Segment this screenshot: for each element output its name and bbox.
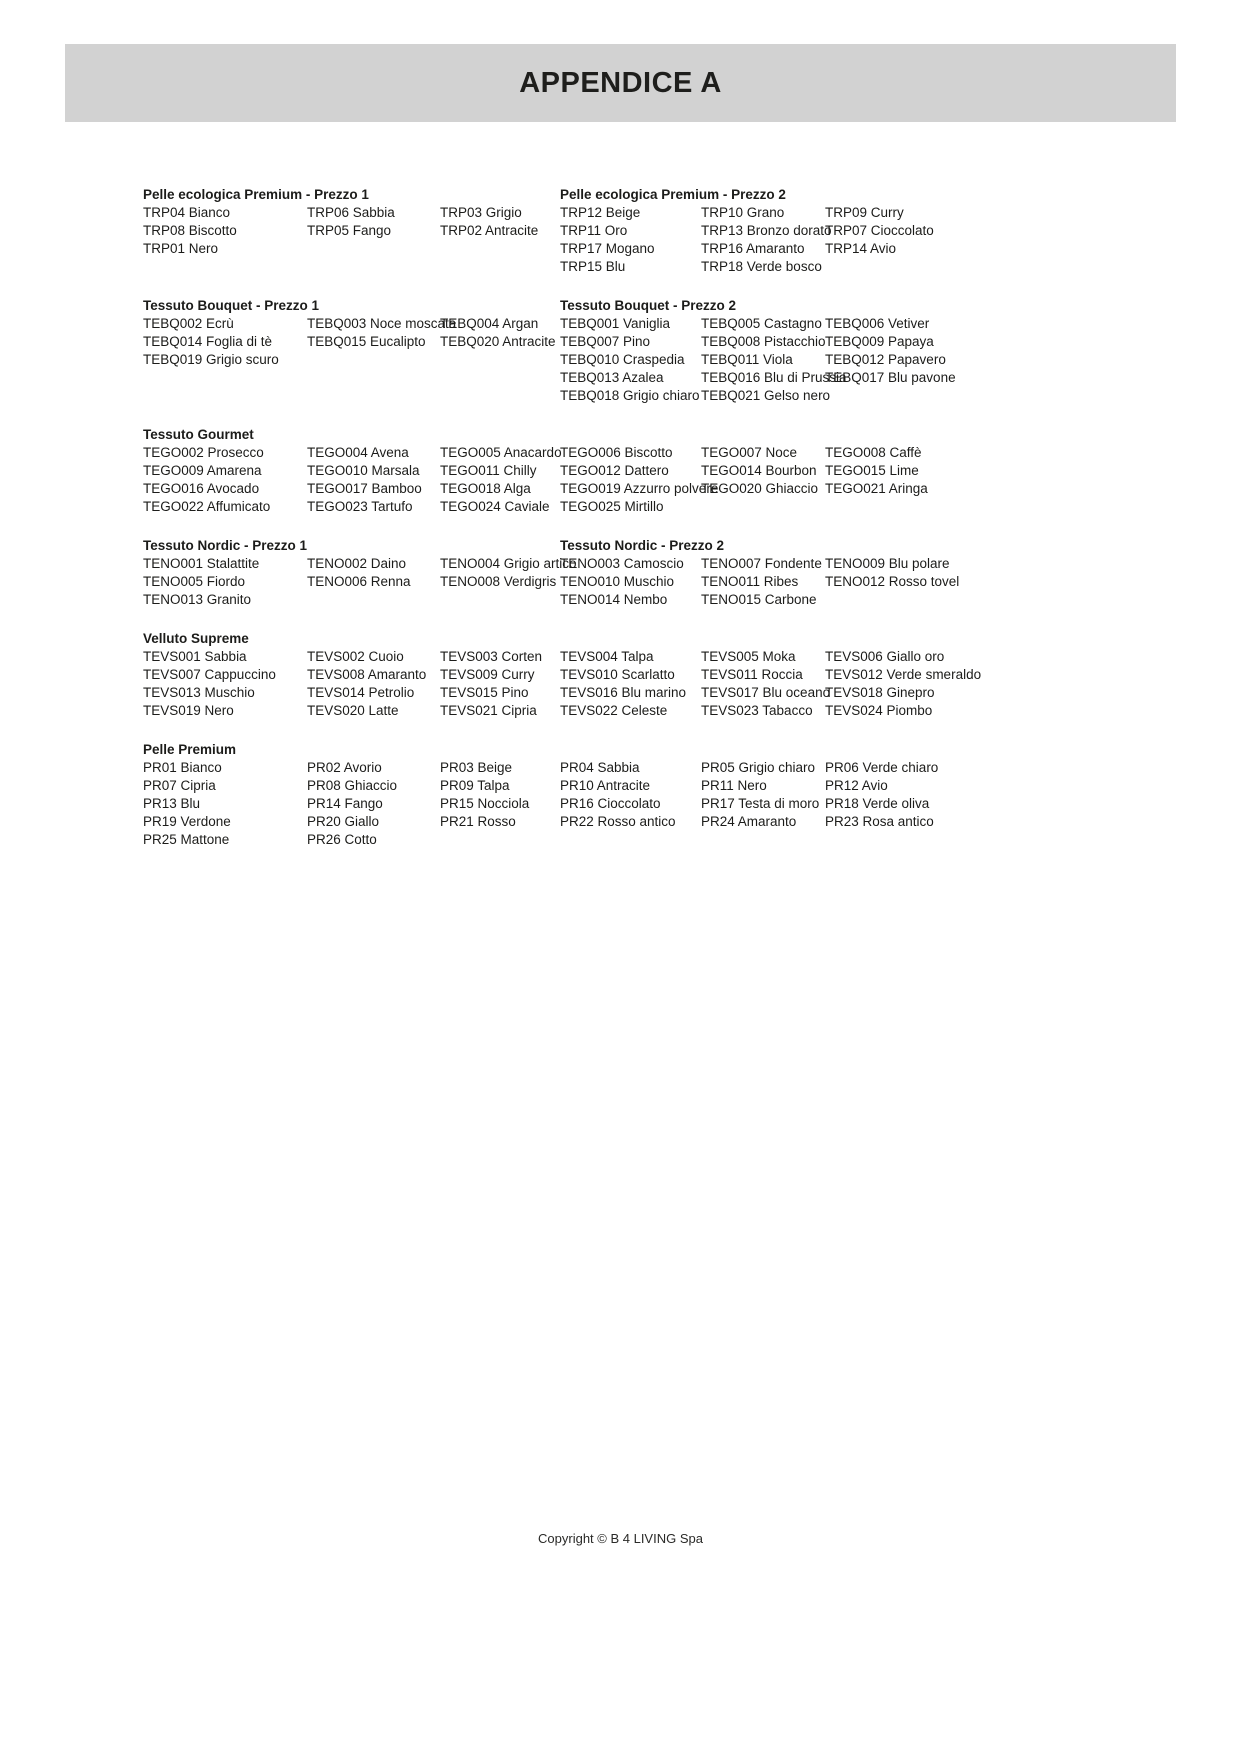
section-title: Tessuto Gourmet (143, 427, 254, 442)
color-item: TRP05 Fango (307, 223, 392, 238)
color-item: PR04 Sabbia (560, 760, 640, 775)
color-item: TEGO009 Amarena (143, 463, 262, 478)
section (560, 537, 1178, 609)
color-item: TENO006 Renna (307, 574, 411, 589)
page-title: APPENDICE A (519, 66, 722, 99)
color-item: TEVS011 Roccia (701, 667, 803, 682)
color-item: TENO009 Blu polare (825, 556, 950, 571)
color-item: TENO004 Grigio artico (440, 556, 577, 571)
color-item: TEBQ013 Azalea (560, 370, 664, 385)
color-item: TRP15 Blu (560, 259, 626, 274)
section-band (143, 537, 1178, 609)
color-item: TEGO010 Marsala (307, 463, 420, 478)
color-item: TENO015 Carbone (701, 592, 817, 607)
color-item: TRP04 Bianco (143, 205, 231, 220)
section-band (143, 297, 1178, 405)
color-item: PR17 Testa di moro (701, 796, 820, 811)
color-item: TEBQ017 Blu pavone (825, 370, 956, 385)
section (143, 297, 560, 405)
color-grid (560, 555, 1178, 609)
color-item: TRP14 Avio (825, 241, 897, 256)
color-grid (143, 444, 1178, 516)
color-item: TRP18 Verde bosco (701, 259, 822, 274)
color-item: TEGO017 Bamboo (307, 481, 422, 496)
color-item: PR13 Blu (143, 796, 201, 811)
section-title: Tessuto Bouquet - Prezzo 1 (143, 298, 320, 313)
color-item: TEVS001 Sabbia (143, 649, 247, 664)
color-item: TEGO022 Affumicato (143, 499, 271, 514)
color-item: TRP17 Mogano (560, 241, 655, 256)
color-grid (143, 759, 1178, 849)
color-item: PR03 Beige (440, 760, 513, 775)
color-item: TEBQ020 Antracite (440, 334, 556, 349)
color-item: TRP10 Grano (701, 205, 785, 220)
color-item: PR05 Grigio chiaro (701, 760, 816, 775)
color-item: TEVS024 Piombo (825, 703, 933, 718)
color-item: PR09 Talpa (440, 778, 510, 793)
section-band (143, 186, 1178, 276)
color-item: TEGO007 Noce (701, 445, 798, 460)
section-title: Tessuto Bouquet - Prezzo 2 (560, 298, 737, 313)
color-item: TRP12 Beige (560, 205, 641, 220)
color-item: TEBQ002 Ecrù (143, 316, 234, 331)
color-item: TEGO005 Anacardo (440, 445, 562, 460)
color-item: TEVS018 Ginepro (825, 685, 935, 700)
color-item: TEGO024 Caviale (440, 499, 550, 514)
color-grid (143, 648, 1178, 720)
color-item: TENO013 Granito (143, 592, 252, 607)
color-item: TEBQ021 Gelso nero (701, 388, 831, 403)
color-item: TEVS003 Corten (440, 649, 543, 664)
color-item: TEGO011 Chilly (440, 463, 537, 478)
color-item: TEVS022 Celeste (560, 703, 668, 718)
color-item: TRP07 Cioccolato (825, 223, 934, 238)
color-grid (143, 315, 560, 369)
section-title: Pelle ecologica Premium - Prezzo 1 (143, 187, 369, 202)
color-item: TEBQ011 Viola (701, 352, 793, 367)
color-item: TENO010 Muschio (560, 574, 675, 589)
appendix-header-band (65, 44, 1176, 122)
color-item: TEVS017 Blu oceano (701, 685, 831, 700)
color-item: TEBQ004 Argan (440, 316, 539, 331)
color-item: TENO003 Camoscio (560, 556, 684, 571)
color-item: TEGO016 Avocado (143, 481, 260, 496)
color-item: TEVS023 Tabacco (701, 703, 813, 718)
color-item: PR21 Rosso (440, 814, 516, 829)
color-item: TEVS009 Curry (440, 667, 535, 682)
color-item: TEBQ019 Grigio scuro (143, 352, 279, 367)
color-item: TENO008 Verdigris (440, 574, 557, 589)
section-band (143, 630, 1178, 720)
section (560, 186, 1178, 276)
color-item: TEGO018 Alga (440, 481, 531, 496)
color-item: TENO007 Fondente (701, 556, 822, 571)
color-item: TEVS019 Nero (143, 703, 234, 718)
color-item: PR15 Nocciola (440, 796, 530, 811)
color-item: TEBQ009 Papaya (825, 334, 934, 349)
color-item: TEVS008 Amaranto (307, 667, 427, 682)
color-item: TRP09 Curry (825, 205, 904, 220)
section (143, 537, 577, 609)
color-item: TRP16 Amaranto (701, 241, 805, 256)
color-item: PR19 Verdone (143, 814, 231, 829)
color-item: PR07 Cipria (143, 778, 216, 793)
color-item: PR26 Cotto (307, 832, 377, 847)
color-item: TEBQ014 Foglia di tè (143, 334, 273, 349)
color-item: TEBQ018 Grigio chiaro (560, 388, 700, 403)
color-item: TEBQ003 Noce moscata (307, 316, 457, 331)
color-item: TRP01 Nero (143, 241, 219, 256)
color-item: TEBQ001 Vaniglia (560, 316, 671, 331)
color-item: TEBQ016 Blu di Prussia (701, 370, 847, 385)
color-grid (143, 555, 577, 609)
color-grid (560, 204, 1178, 276)
color-item: TEGO014 Bourbon (701, 463, 817, 478)
color-item: TEGO012 Dattero (560, 463, 669, 478)
color-item: TEGO025 Mirtillo (560, 499, 664, 514)
color-item: TEBQ010 Craspedia (560, 352, 685, 367)
color-item: TEGO023 Tartufo (307, 499, 413, 514)
color-item: TEGO015 Lime (825, 463, 919, 478)
color-item: TEGO020 Ghiaccio (701, 481, 819, 496)
color-item: TEVS014 Petrolio (307, 685, 415, 700)
color-item: PR08 Ghiaccio (307, 778, 398, 793)
section-title: Tessuto Nordic - Prezzo 2 (560, 538, 725, 553)
color-item: PR11 Nero (701, 778, 767, 793)
color-item: TRP13 Bronzo dorato (701, 223, 832, 238)
color-item: PR22 Rosso antico (560, 814, 676, 829)
color-item: TEVS016 Blu marino (560, 685, 687, 700)
color-item: PR14 Fango (307, 796, 383, 811)
color-item: TEVS004 Talpa (560, 649, 654, 664)
color-item: TEBQ008 Pistacchio (701, 334, 826, 349)
section-band (143, 426, 1178, 516)
color-item: TENO002 Daino (307, 556, 407, 571)
color-item: TRP11 Oro (560, 223, 628, 238)
color-item: TENO001 Stalattite (143, 556, 260, 571)
color-item: PR18 Verde oliva (825, 796, 930, 811)
sections-container (143, 186, 1178, 849)
color-item: TRP08 Biscotto (143, 223, 237, 238)
section-title: Velluto Supreme (143, 631, 249, 646)
color-item: PR23 Rosa antico (825, 814, 934, 829)
color-item: TEVS007 Cappuccino (143, 667, 276, 682)
color-item: TEGO004 Avena (307, 445, 409, 460)
color-item: TEBQ005 Castagno (701, 316, 822, 331)
color-item: PR10 Antracite (560, 778, 651, 793)
color-item: TEGO008 Caffè (825, 445, 922, 460)
section (143, 186, 560, 276)
color-item: PR02 Avorio (307, 760, 382, 775)
section-title: Tessuto Nordic - Prezzo 1 (143, 538, 308, 553)
color-item: PR24 Amaranto (701, 814, 797, 829)
color-item: TEGO006 Biscotto (560, 445, 673, 460)
section-title: Pelle ecologica Premium - Prezzo 2 (560, 187, 786, 202)
color-item: TEVS012 Verde smeraldo (825, 667, 982, 682)
color-item: TEGO019 Azzurro polvere (560, 481, 719, 496)
color-item: TEVS015 Pino (440, 685, 529, 700)
color-item: TEVS013 Muschio (143, 685, 255, 700)
color-item: TEVS021 Cipria (440, 703, 537, 718)
color-item: TRP02 Antracite (440, 223, 539, 238)
color-item: TENO005 Fiordo (143, 574, 246, 589)
color-item: TRP03 Grigio (440, 205, 522, 220)
color-item: TENO014 Nembo (560, 592, 668, 607)
color-item: TEGO002 Prosecco (143, 445, 264, 460)
color-grid (143, 204, 560, 258)
color-item: TENO012 Rosso tovel (825, 574, 960, 589)
color-item: TENO011 Ribes (701, 574, 799, 589)
section-band (143, 741, 1178, 849)
color-item: TRP06 Sabbia (307, 205, 395, 220)
color-item: TEVS002 Cuoio (307, 649, 404, 664)
color-item: TEBQ007 Pino (560, 334, 651, 349)
color-item: TEVS005 Moka (701, 649, 796, 664)
color-item: TEVS006 Giallo oro (825, 649, 945, 664)
color-grid (560, 315, 1178, 405)
section (560, 297, 1178, 405)
color-item: PR12 Avio (825, 778, 888, 793)
color-item: TEBQ006 Vetiver (825, 316, 930, 331)
color-item: PR25 Mattone (143, 832, 230, 847)
section (143, 630, 1178, 720)
color-item: PR20 Giallo (307, 814, 380, 829)
color-item: PR16 Cioccolato (560, 796, 661, 811)
color-item: TEVS010 Scarlatto (560, 667, 675, 682)
section (143, 426, 1178, 516)
color-item: PR06 Verde chiaro (825, 760, 939, 775)
color-item: TEVS020 Latte (307, 703, 399, 718)
page-footer: Copyright © B 4 LIVING Spa (538, 1531, 703, 1546)
section-title: Pelle Premium (143, 742, 237, 757)
color-item: TEBQ015 Eucalipto (307, 334, 426, 349)
color-item: TEGO021 Aringa (825, 481, 928, 496)
section (143, 741, 1178, 849)
color-item: TEBQ012 Papavero (825, 352, 946, 367)
color-item: PR01 Bianco (143, 760, 222, 775)
